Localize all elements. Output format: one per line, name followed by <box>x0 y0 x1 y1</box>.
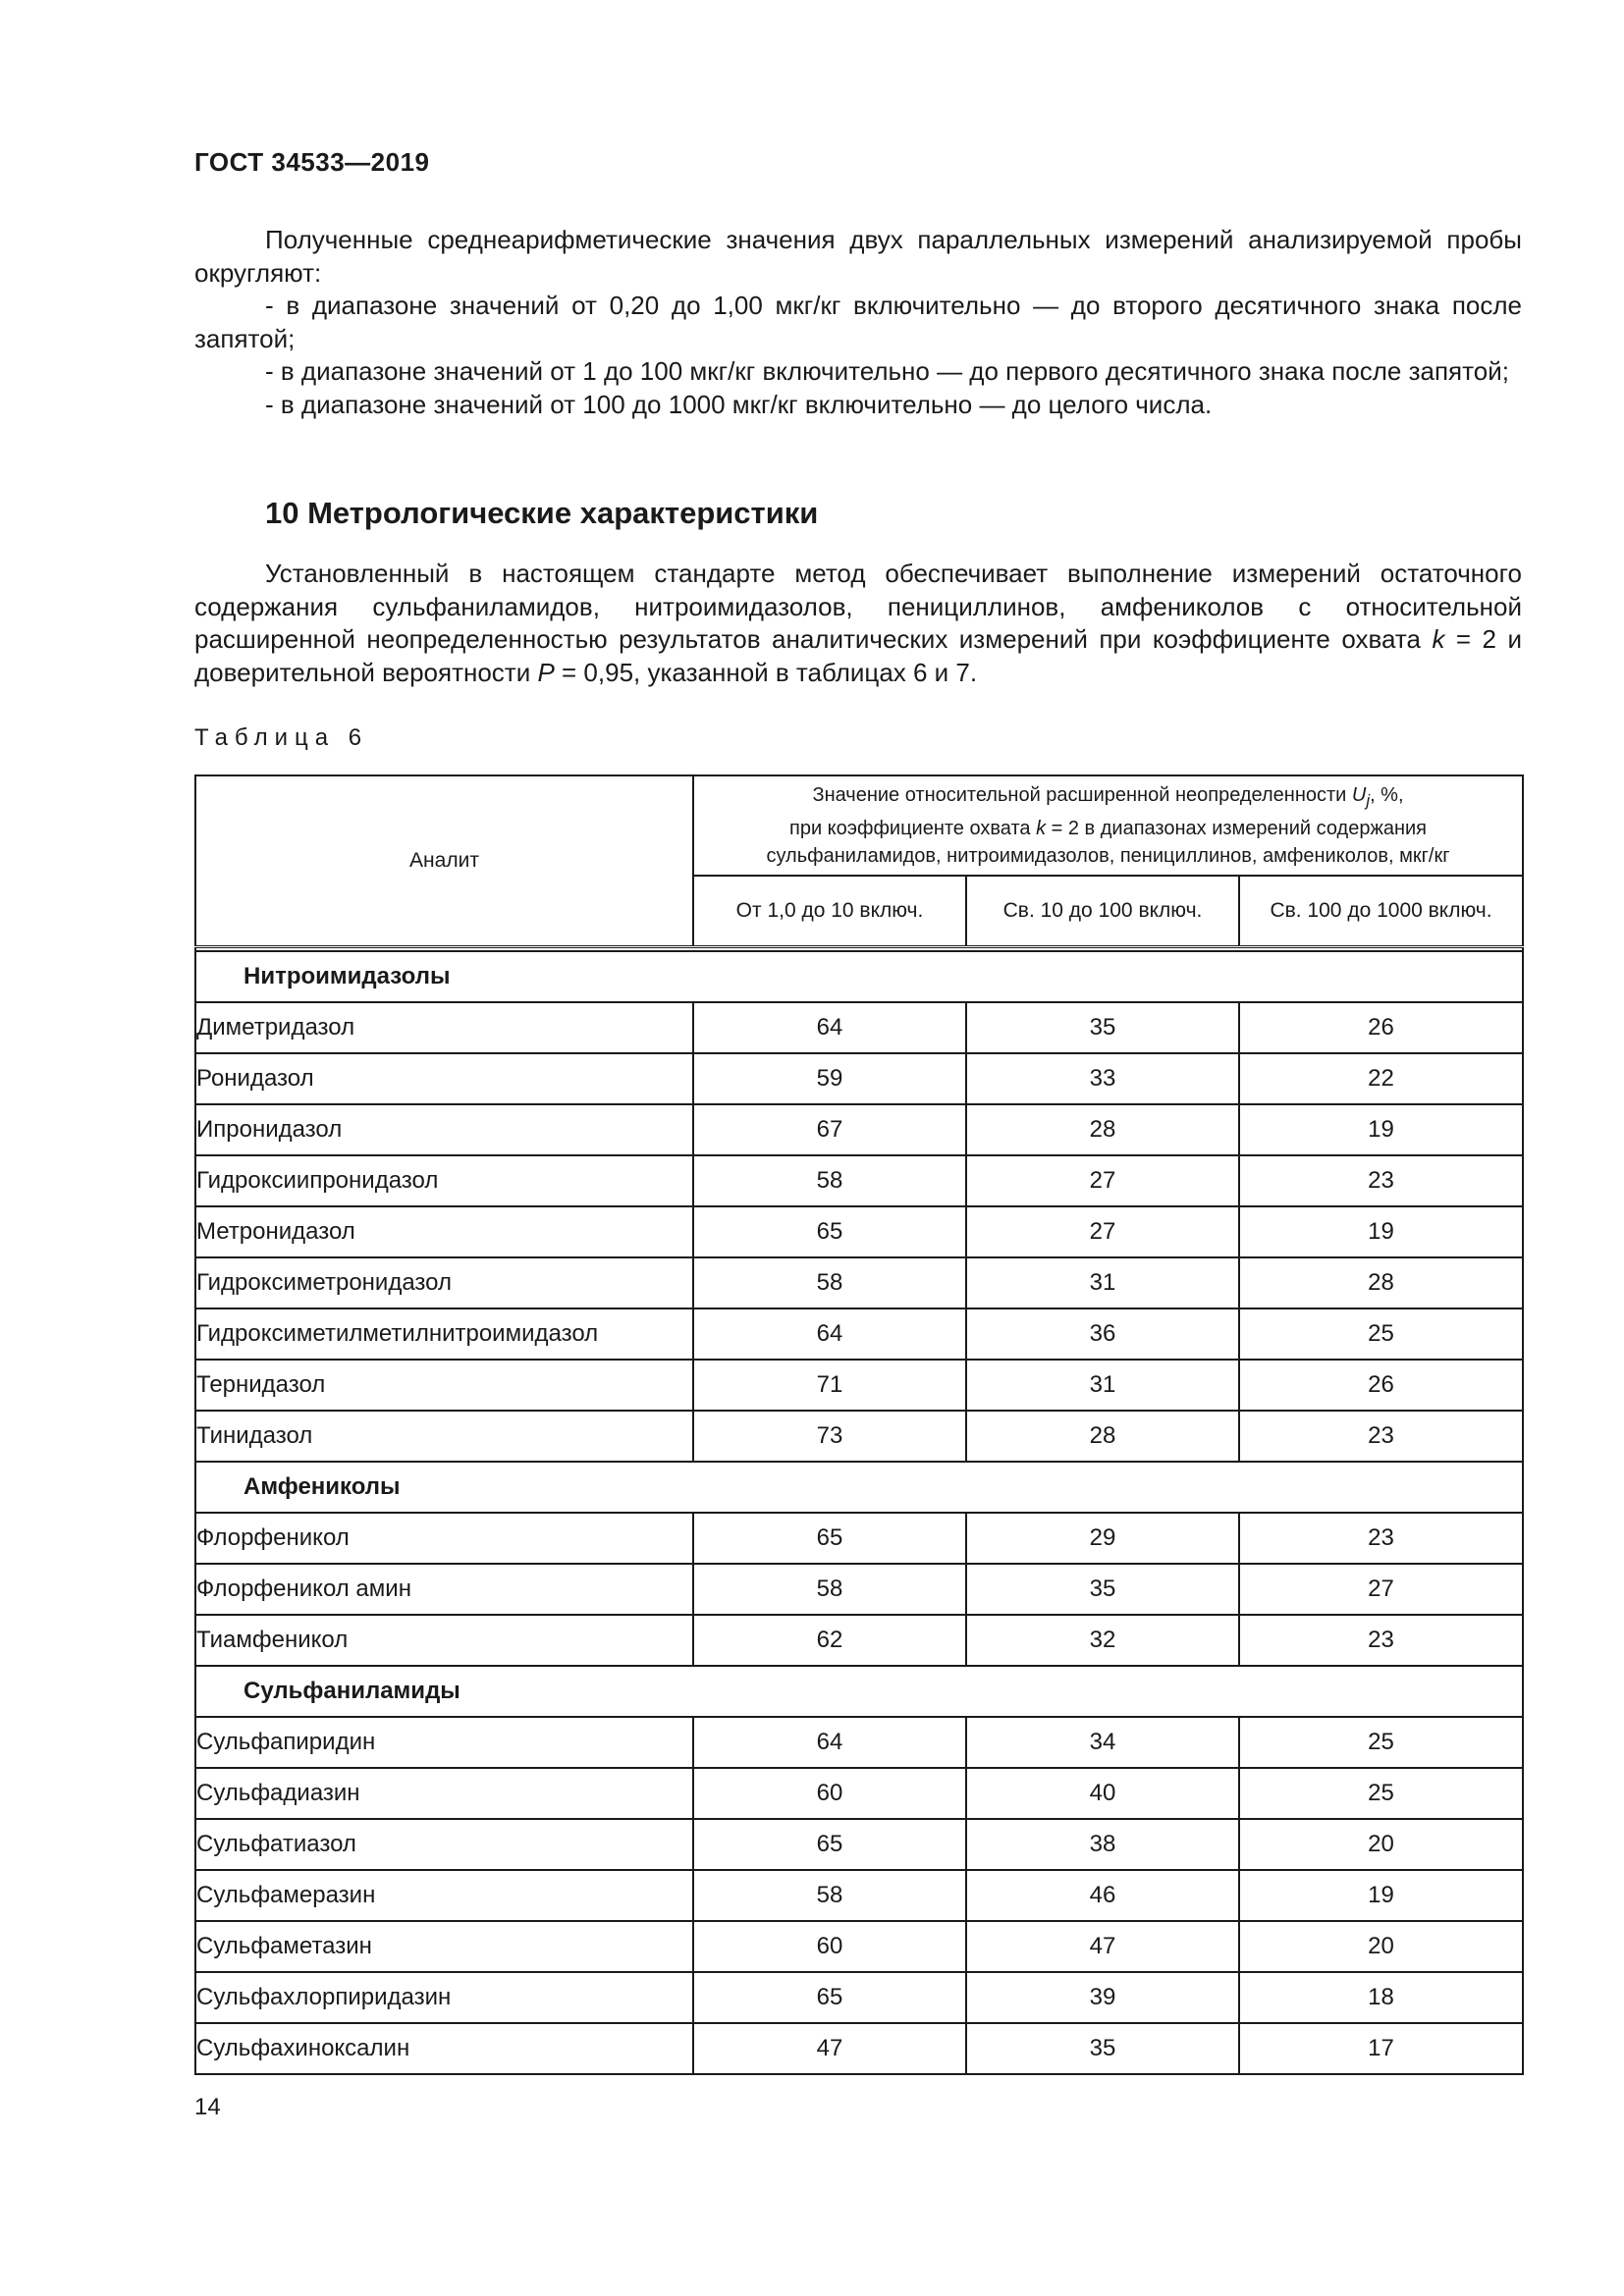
analyte-name-cell: Сульфахиноксалин <box>195 2023 693 2074</box>
group-name: Сульфаниламиды <box>195 1666 1523 1717</box>
uncertainty-value-cell: 40 <box>966 1768 1239 1819</box>
group-name: Амфениколы <box>195 1462 1523 1513</box>
uncertainty-value-cell: 58 <box>693 1564 966 1615</box>
uncertainty-value-cell: 64 <box>693 1308 966 1360</box>
uncertainty-value-cell: 59 <box>693 1053 966 1104</box>
analyte-name-cell: Сульфадиазин <box>195 1768 693 1819</box>
table-row <box>195 1564 1523 1615</box>
uncertainty-value-cell: 28 <box>1239 1257 1523 1308</box>
uncertainty-value-cell: 19 <box>1239 1870 1523 1921</box>
uncertainty-value-cell: 23 <box>1239 1155 1523 1206</box>
paragraph-method-description <box>194 558 1522 689</box>
uncertainty-value-cell: 60 <box>693 1768 966 1819</box>
uncertainty-value-cell: 58 <box>693 1155 966 1206</box>
uncertainty-value-cell: 65 <box>693 1513 966 1564</box>
uncertainty-value-cell: 23 <box>1239 1411 1523 1462</box>
analyte-name-cell: Флорфеникол амин <box>195 1564 693 1615</box>
analyte-name-cell: Сульфамеразин <box>195 1870 693 1921</box>
table-row <box>195 1104 1523 1155</box>
uncertainty-value-cell: 32 <box>966 1615 1239 1666</box>
table-row <box>195 1155 1523 1206</box>
uncertainty-value-cell: 58 <box>693 1257 966 1308</box>
group-row <box>195 1666 1523 1717</box>
paragraph-range-2: - в диапазоне значений от 1 до 100 мкг/кг включительно — до первого десятичного знака после запятой; <box>265 356 1509 386</box>
table-row <box>195 1870 1523 1921</box>
uncertainty-value-cell: 31 <box>966 1257 1239 1308</box>
column-header-analyte: Аналит <box>195 775 693 947</box>
column-header-range-2: Св. 10 до 100 включ. <box>966 876 1239 947</box>
paragraph-range-1: - в диапазоне значений от 0,20 до 1,00 мкг/кг включительно — до второго десятичного знака после запятой; <box>194 291 1522 353</box>
k-symbol-header: k <box>1036 818 1047 839</box>
uncertainty-value-cell: 47 <box>693 2023 966 2074</box>
uncertainty-value-cell: 23 <box>1239 1615 1523 1666</box>
document-header: ГОСТ 34533—2019 <box>194 147 430 177</box>
analyte-name-cell: Сульфахлорпиридазин <box>195 1972 693 2023</box>
uncertainty-value-cell: 71 <box>693 1360 966 1411</box>
section-body <box>194 558 1522 689</box>
uncertainty-value-cell: 25 <box>1239 1717 1523 1768</box>
section-title: 10 Метрологические характеристики <box>265 496 819 530</box>
table-row <box>195 2023 1523 2074</box>
p-symbol: P <box>537 657 555 687</box>
page-number: 14 <box>194 2094 221 2120</box>
uncertainty-value-cell: 22 <box>1239 1053 1523 1104</box>
uncertainty-value-cell: 46 <box>966 1870 1239 1921</box>
table-row <box>195 1411 1523 1462</box>
uncertainty-value-cell: 35 <box>966 1002 1239 1053</box>
analyte-name-cell: Гидроксиметронидазол <box>195 1257 693 1308</box>
paragraph-rounding-intro: Полученные среднеарифметические значения двух параллельных измерений анализируемой пробы округляют: <box>194 225 1522 288</box>
table-row <box>195 1717 1523 1768</box>
uncertainty-value-cell: 28 <box>966 1411 1239 1462</box>
table-row <box>195 1615 1523 1666</box>
uncertainty-value-cell: 29 <box>966 1513 1239 1564</box>
method-text-b: = 2 и доверительной вероятности <box>194 624 1522 687</box>
analyte-name-cell: Сульфаметазин <box>195 1921 693 1972</box>
u-symbol: U <box>1351 784 1367 806</box>
uncertainty-value-cell: 67 <box>693 1104 966 1155</box>
table-row <box>195 1921 1523 1972</box>
table-row <box>195 1308 1523 1360</box>
uncertainty-value-cell: 60 <box>693 1921 966 1972</box>
uncertainty-value-cell: 65 <box>693 1206 966 1257</box>
table-row <box>195 1002 1523 1053</box>
uncertainty-value-cell: 18 <box>1239 1972 1523 2023</box>
uncertainty-value-cell: 34 <box>966 1717 1239 1768</box>
uncertainty-value-cell: 19 <box>1239 1206 1523 1257</box>
method-text-a: Установленный в настоящем стандарте метод обеспечивает выполнение измерений остаточного содержания сульфаниламидов, нитроимидазолов, пенициллинов, амфениколов с относительной расширенной неопределенностью результатов аналитических измерений при коэффициенте охвата <box>194 559 1522 654</box>
uncertainty-value-cell: 39 <box>966 1972 1239 2023</box>
u-subscript: j <box>1366 791 1371 810</box>
column-header-range-3: Св. 100 до 1000 включ. <box>1239 876 1523 947</box>
paragraph-range-3: - в диапазоне значений от 100 до 1000 мкг/кг включительно — до целого числа. <box>265 389 1213 419</box>
uncertainty-value-cell: 27 <box>966 1206 1239 1257</box>
uncertainty-value-cell: 35 <box>966 2023 1239 2074</box>
table-row <box>195 1768 1523 1819</box>
uncertainty-value-cell: 36 <box>966 1308 1239 1360</box>
uncertainty-table <box>194 774 1524 2075</box>
analyte-name-cell: Ронидазол <box>195 1053 693 1104</box>
uncertainty-value-cell: 35 <box>966 1564 1239 1615</box>
analyte-name-cell: Тиамфеникол <box>195 1615 693 1666</box>
uncertainty-value-cell: 26 <box>1239 1002 1523 1053</box>
table-row <box>195 1360 1523 1411</box>
uncertainty-value-cell: 65 <box>693 1972 966 2023</box>
uncertainty-value-cell: 20 <box>1239 1819 1523 1870</box>
uncertainty-value-cell: 64 <box>693 1717 966 1768</box>
uncertainty-value-cell: 62 <box>693 1615 966 1666</box>
uncertainty-value-cell: 73 <box>693 1411 966 1462</box>
uncertainty-value-cell: 58 <box>693 1870 966 1921</box>
table-row <box>195 1257 1523 1308</box>
group-header-line2b: = 2 в диапазонах измерений содержания <box>1046 818 1427 839</box>
table-row <box>195 1513 1523 1564</box>
uncertainty-value-cell: 27 <box>1239 1564 1523 1615</box>
uncertainty-value-cell: 33 <box>966 1053 1239 1104</box>
analyte-name-cell: Диметридазол <box>195 1002 693 1053</box>
uncertainty-value-cell: 47 <box>966 1921 1239 1972</box>
uncertainty-value-cell: 19 <box>1239 1104 1523 1155</box>
group-row <box>195 951 1523 1002</box>
rounding-paragraphs <box>194 224 1522 421</box>
uncertainty-value-cell: 25 <box>1239 1308 1523 1360</box>
analyte-name-cell: Гидроксиметилметилнитроимидазол <box>195 1308 693 1360</box>
analyte-name-cell: Метронидазол <box>195 1206 693 1257</box>
table-row <box>195 1206 1523 1257</box>
table-row <box>195 1972 1523 2023</box>
uncertainty-value-cell: 27 <box>966 1155 1239 1206</box>
group-header-text-a: Значение относительной расширенной неопределенности <box>812 784 1352 806</box>
analyte-name-cell: Тернидазол <box>195 1360 693 1411</box>
uncertainty-value-cell: 65 <box>693 1819 966 1870</box>
uncertainty-value-cell: 38 <box>966 1819 1239 1870</box>
analyte-name-cell: Флорфеникол <box>195 1513 693 1564</box>
table-body <box>195 947 1523 2075</box>
k-symbol: k <box>1432 624 1445 654</box>
group-header-line2a: при коэффициенте охвата <box>789 818 1037 839</box>
column-header-range-1: От 1,0 до 10 включ. <box>693 876 966 947</box>
analyte-name-cell: Сульфатиазол <box>195 1819 693 1870</box>
uncertainty-value-cell: 25 <box>1239 1768 1523 1819</box>
table-row <box>195 1819 1523 1870</box>
uncertainty-value-cell: 31 <box>966 1360 1239 1411</box>
analyte-name-cell: Тинидазол <box>195 1411 693 1462</box>
uncertainty-value-cell: 28 <box>966 1104 1239 1155</box>
analyte-name-cell: Гидроксиипронидазол <box>195 1155 693 1206</box>
analyte-name-cell: Сульфапиридин <box>195 1717 693 1768</box>
table-label: Таблица 6 <box>194 724 369 751</box>
group-row <box>195 1462 1523 1513</box>
uncertainty-value-cell: 64 <box>693 1002 966 1053</box>
group-header-line3: сульфаниламидов, нитроимидазолов, пенициллинов, амфениколов, мкг/кг <box>766 845 1450 867</box>
uncertainty-value-cell: 20 <box>1239 1921 1523 1972</box>
uncertainty-value-cell: 23 <box>1239 1513 1523 1564</box>
uncertainty-value-cell: 17 <box>1239 2023 1523 2074</box>
group-name: Нитроимидазолы <box>195 951 1523 1002</box>
group-header-text-b: , %, <box>1370 784 1404 806</box>
table-row <box>195 1053 1523 1104</box>
column-group-header <box>693 775 1523 876</box>
uncertainty-value-cell: 26 <box>1239 1360 1523 1411</box>
analyte-name-cell: Ипронидазол <box>195 1104 693 1155</box>
method-text-c: = 0,95, указанной в таблицах 6 и 7. <box>554 657 978 687</box>
